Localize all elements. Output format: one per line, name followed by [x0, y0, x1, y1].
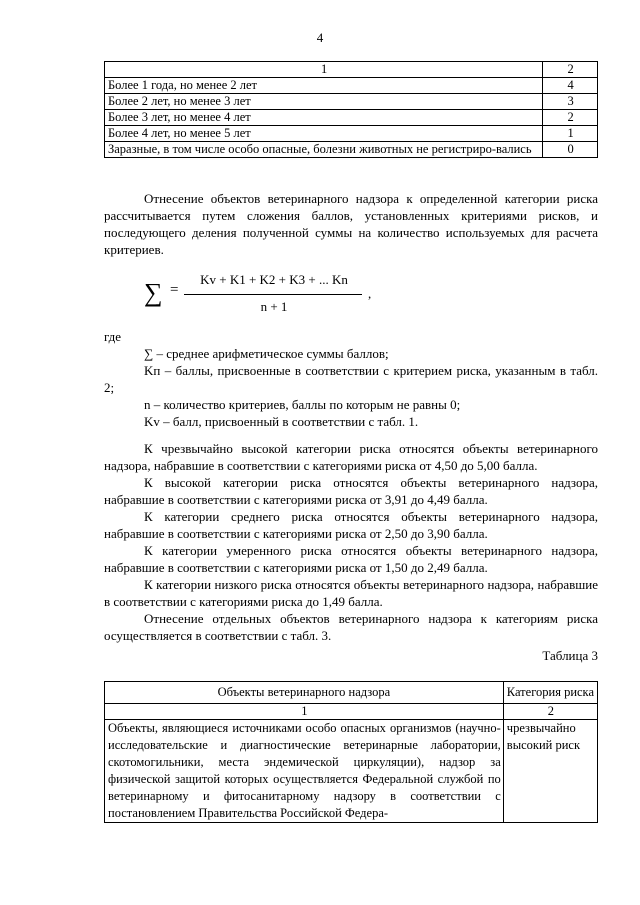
table-row [105, 94, 598, 110]
where-item: Kv – балл, присвоенный в соответствии с табл. 1. [144, 414, 419, 429]
sigma-symbol: ∑ [144, 278, 163, 307]
object-description: Объекты, являющиеся источниками особо опасных организмов (научно-исследовательские и диагностические ветеринарные лаборатории, скотомогильники, места эндемической циркуляции), надзор за физической защитой которых осуществляется Федеральной службой по ветеринарному и фитосанитарному надзору в соответствии с постановлением Правительства Российской Федера- [105, 720, 504, 823]
category-paragraph: К категории низкого риска относятся объекты ветеринарного надзора, набравшие в соответствии с категориями риска до 1,49 балла. [104, 577, 598, 609]
category-header: Категория риска [503, 682, 597, 704]
col-index-2: 2 [503, 704, 597, 720]
category-paragraph: К высокой категории риска относятся объекты ветеринарного надзора, набравшие в соответствии с категориями риска от 3,91 до 4,49 балла. [104, 475, 598, 507]
row-label: Более 2 лет, но менее 3 лет [105, 94, 543, 110]
intro-paragraph: Отнесение объектов ветеринарного надзора к определенной категории риска рассчитывается путем сложения баллов, установленных критериями рисков, и последующего деления полученной суммы на количество используемых для расчета критериев. [104, 191, 598, 257]
table-row [105, 720, 598, 823]
row-score: 0 [543, 142, 598, 158]
row-label: Более 3 лет, но менее 4 лет [105, 110, 543, 126]
col-index-2: 2 [543, 62, 598, 78]
table-row [105, 78, 598, 94]
col-index-1: 1 [105, 62, 543, 78]
row-score: 4 [543, 78, 598, 94]
where-item: Kп – баллы, присвоенные в соответствии с критерием риска, указанным в табл. 2; [104, 363, 598, 395]
where-item: ∑ – среднее арифметическое суммы баллов; [144, 346, 389, 361]
category-paragraph: К чрезвычайно высокой категории риска относятся объекты ветеринарного надзора, набравшие в соответствии с категориями риска от 4,50 до 5,00 балла. [104, 441, 598, 473]
row-label: Более 4 лет, но менее 5 лет [105, 126, 543, 142]
table-header-row [105, 62, 598, 78]
risk-formula [140, 272, 370, 320]
formula-comma: , [368, 286, 372, 301]
category-paragraph: К категории среднего риска относятся объекты ветеринарного надзора, набравшие в соответствии с категориями риска от 2,50 до 3,90 балла. [104, 509, 598, 541]
category-paragraph: Отнесение отдельных объектов ветеринарного надзора к категориям риска осуществляется в соответствии с табл. 3. [104, 611, 598, 643]
equals-sign: = [170, 282, 179, 298]
where-title: где [104, 329, 122, 344]
row-label: Более 1 года, но менее 2 лет [105, 78, 543, 94]
row-label: Заразные, в том числе особо опасные, болезни животных не регистриро-вались [105, 142, 543, 158]
table-row [105, 142, 598, 158]
category-paragraph: К категории умеренного риска относятся объекты ветеринарного надзора, набравшие в соответствии с категориями риска от 1,50 до 2,49 балла. [104, 543, 598, 575]
table-row [105, 126, 598, 142]
row-score: 3 [543, 94, 598, 110]
col-index-1: 1 [105, 704, 504, 720]
formula-denominator: n + 1 [260, 299, 288, 314]
where-item: n – количество критериев, баллы по которым не равны 0; [144, 397, 461, 412]
table-row [105, 110, 598, 126]
row-score: 2 [543, 110, 598, 126]
page-number: 4 [316, 30, 324, 45]
objects-header: Объекты ветеринарного надзора [105, 682, 504, 704]
risk-category: чрезвычайно высокий риск [503, 720, 597, 823]
formula-numerator: Kv + K1 + K2 + K3 + ... Kn [200, 272, 348, 287]
objects-table [104, 681, 598, 823]
scores-table [104, 61, 598, 158]
table-header-row [105, 682, 598, 704]
table-index-row [105, 704, 598, 720]
table-caption: Таблица 3 [542, 648, 598, 663]
fraction-bar [184, 294, 362, 295]
row-score: 1 [543, 126, 598, 142]
